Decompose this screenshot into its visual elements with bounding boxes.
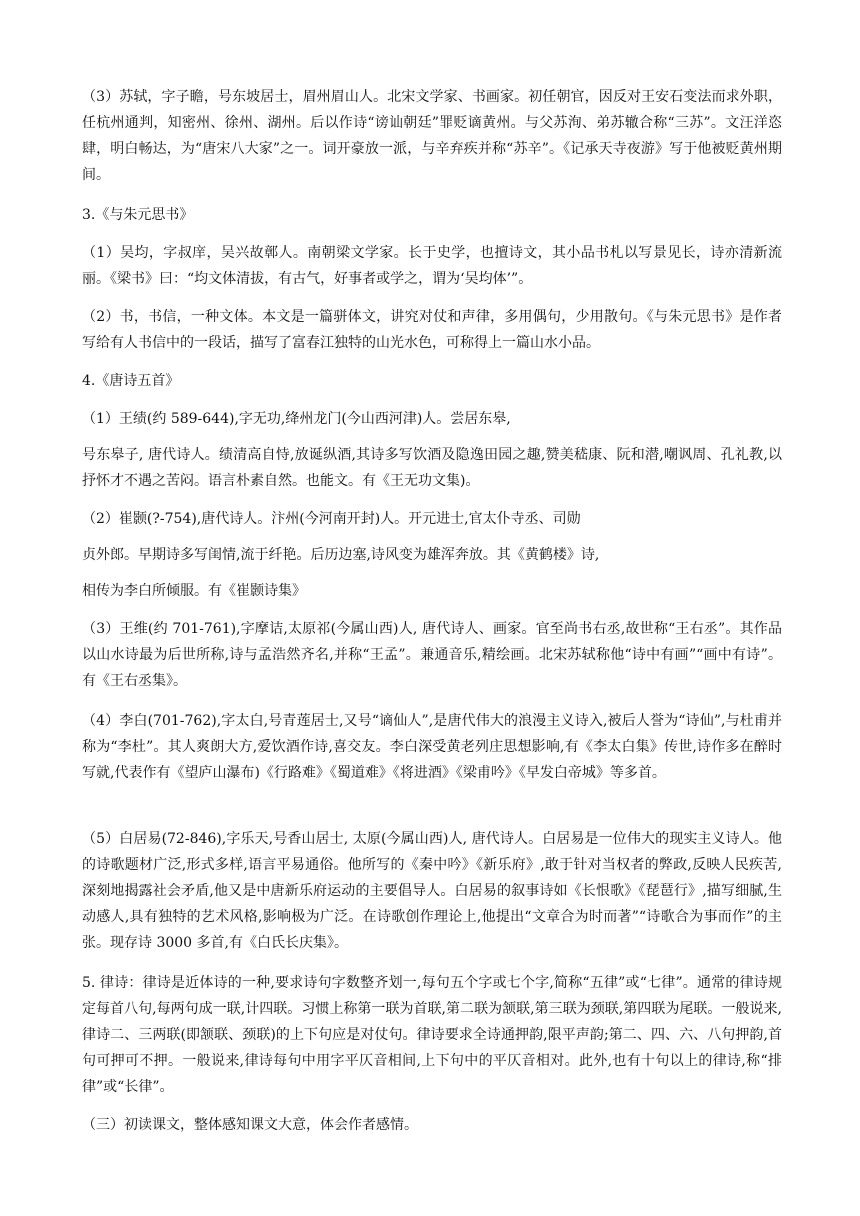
paragraph-bai-ju-yi: （5）白居易(72-846),字乐天,号香山居士, 太原(今属山西)人, 唐代诗人。白居易是一位伟大的现实主义诗人。他的诗歌题材广泛,形式多样,语言平易通俗。他所写的《秦中吟》《新乐府》,敢于针对当权者的弊政,反映人民疾苦,深刻地揭露社会矛盾,他又是中唐新乐府运动的主要倡导人。白居易的叙事诗如《长恨歌》《琵琶行》,描写细腻,生动感人,具有独特的艺术风格,影响极为广泛。在诗歌创作理论上,他提出“文章合为时而著”“诗歌合为事而作”的主张。现存诗 3000 多首,有《白氏长庆集》。 xyxy=(82,831,782,951)
paragraph-wu-jun: （1）吴均，字叔庠，吴兴故鄣人。南朝梁文学家。长于史学，也擅诗文，其小品书札以写景见长，诗亦清新流丽。《梁书》曰：“均文体清拔，有古气，好事者或学之，谓为‘吴均体’”。 xyxy=(82,245,782,287)
paragraph-wang-ji-line2: 号东皋子, 唐代诗人。绩清高自恃,放诞纵酒,其诗多写饮酒及隐逸田园之趣,赞美嵇康、阮和潜,嘲讽周、孔礼教,以抒怀才不遇之苦闷。语言朴素自然。也能文。有《王无功文集)。 xyxy=(82,447,782,489)
paragraph-shu-xin: （2）书，书信，一种文体。本文是一篇骈体文，讲究对仗和声律，多用偶句，少用散句。《与朱元思书》是作者写给有人书信中的一段话，描写了富春江独特的山光水色，可称得上一篇山水小品。 xyxy=(82,309,782,351)
paragraph-cui-hao-line3: 相传为李白所倾服。有《崔颢诗集》 xyxy=(82,583,306,599)
paragraph-su-shi: （3）苏轼，字子瞻，号东坡居士，眉州眉山人。北宋文学家、书画家。初任朝官，因反对王安石变法而求外职，任杭州通判，知密州、徐州、湖州。后以作诗“谤讪朝廷”罪贬谪黄州。与父苏洵、弟苏辙合称“三苏”。文汪洋恣肆，明白畅达，为“唐宋八大家”之一。词开豪放一派，与辛弃疾并称“苏辛”。《记承天寺夜游》写于他被贬黄州期间。 xyxy=(82,89,782,183)
paragraph-lv-shi: 5. 律诗：律诗是近体诗的一种,要求诗句字数整齐划一,每句五个字或七个字,简称“五律”或“七律”。通常的律诗规定每首八句,每两句成一联,计四联。习惯上称第一联为首联,第二联为颔联,第三联为颈联,第四联为尾联。一般说来,律诗二、三两联(即颔联、颈联)的上下句应是对仗句。律诗要求全诗通押韵,限平声韵;第二、四、六、八句押韵,首句可押可不押。一般说来,律诗每句中用字平仄音相间,上下句中的平仄音相对。此外,也有十句以上的律诗,称“排律”或“长律”。 xyxy=(82,975,782,1095)
section-heading-chu-du-ke-wen: （三）初读课文，整体感知课文大意，体会作者感情。 xyxy=(82,1117,418,1133)
section-heading-yu-zhu-yuan-si-shu: 3.《与朱元思书》 xyxy=(82,207,194,223)
paragraph-cui-hao-line1: （2）崔颢(?-754),唐代诗人。汴州(今河南开封)人。开元进士,官太仆寺丞、司勋 xyxy=(82,511,581,527)
paragraph-wang-ji-line1: （1）王绩(约 589-644),字无功,绛州龙门(今山西河津)人。尝居东皋, xyxy=(82,411,511,427)
section-heading-tang-shi-wu-shou: 4.《唐诗五首》 xyxy=(82,373,180,389)
paragraph-wang-wei: （3）王维(约 701-761),字摩诘,太原祁(今属山西)人, 唐代诗人、画家。官至尚书右丞,故世称“王右丞”。其作品以山水诗最为后世所称,诗与孟浩然齐名,并称“王孟”。兼通音乐,精绘画。北宋苏轼称他“诗中有画”“画中有诗”。有《王右丞集》。 xyxy=(82,621,782,689)
paragraph-cui-hao-line2: 贞外郎。早期诗多写闺情,流于纤艳。后历边塞,诗风变为雄浑奔放。其《黄鹤楼》诗, xyxy=(82,547,600,563)
paragraph-li-bai: （4）李白(701-762),字太白,号青莲居士,又号“谪仙人”,是唐代伟大的浪漫主义诗入,被后人誉为“诗仙”,与杜甫并称为“李杜”。其人爽朗大方,爱饮酒作诗,喜交友。李白深受黄老列庄思想影响,有《李太白集》传世,诗作多在醉时写就,代表作有《望庐山瀑布)《行路难》《蜀道难》《将进酒》《梁甫吟》《早发白帝城》等多首。 xyxy=(82,713,782,781)
